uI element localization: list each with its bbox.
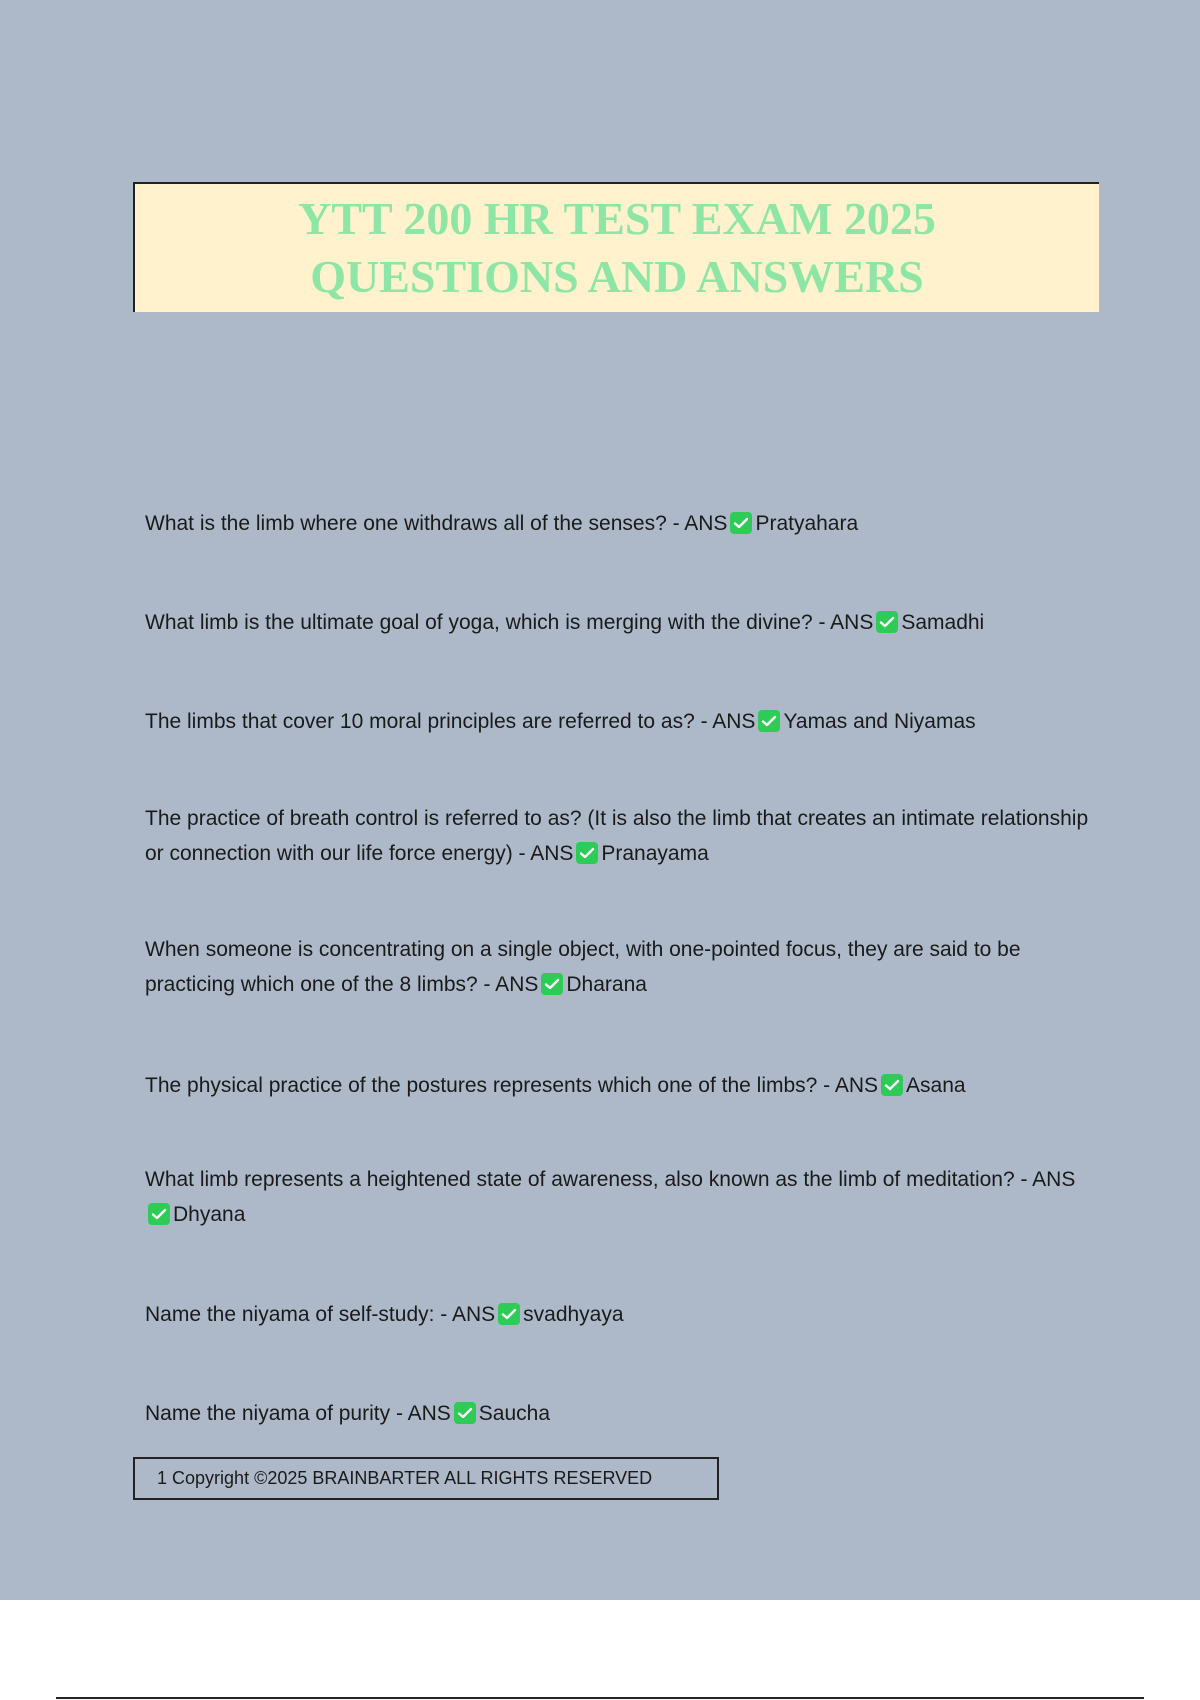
- question-text: The limbs that cover 10 moral principles are referred to as? - ANS: [145, 710, 756, 733]
- question-text: Name the niyama of self-study: - ANS: [145, 1303, 496, 1326]
- qa-item-1: [145, 506, 1095, 541]
- answer-text: svadhyaya: [523, 1303, 624, 1326]
- qa-item-2: [145, 605, 1095, 640]
- title-banner: [133, 182, 1099, 312]
- answer-text: Pranayama: [601, 842, 709, 865]
- title-line-1: YTT 200 HR TEST EXAM 2025: [298, 193, 936, 244]
- check-mark-icon: [576, 842, 598, 864]
- copyright-text: Copyright ©2025 BRAINBARTER ALL RIGHTS RESERVED: [172, 1468, 653, 1488]
- answer-text: Dhyana: [173, 1203, 246, 1226]
- check-mark-icon: [730, 512, 752, 534]
- page-divider: [56, 1697, 1144, 1699]
- qa-item-4: [145, 801, 1095, 871]
- question-text: The practice of breath control is referred to as? (It is also the limb that creates an intimate relationship or connection with our life force energy) - ANS: [145, 807, 1089, 865]
- title-line-2: QUESTIONS AND ANSWERS: [310, 251, 924, 302]
- qa-item-6: [145, 1068, 1095, 1103]
- check-mark-icon: [881, 1074, 903, 1096]
- check-mark-icon: [148, 1203, 170, 1225]
- qa-item-7: [145, 1162, 1095, 1232]
- answer-text: Dharana: [566, 973, 647, 996]
- question-text: When someone is concentrating on a single object, with one-pointed focus, they are said to be practicing which one of the 8 limbs? - ANS: [145, 938, 1021, 996]
- check-mark-icon: [454, 1402, 476, 1424]
- qa-item-9: [145, 1396, 1095, 1431]
- question-text: The physical practice of the postures represents which one of the limbs? - ANS: [145, 1074, 879, 1097]
- question-text: Name the niyama of purity - ANS: [145, 1402, 451, 1425]
- answer-text: Asana: [906, 1074, 966, 1097]
- answer-text: Pratyahara: [755, 512, 859, 535]
- check-mark-icon: [541, 973, 563, 995]
- qa-item-5: [145, 932, 1095, 1002]
- question-text: What limb represents a heightened state of awareness, also known as the limb of meditation? - ANS: [145, 1168, 1076, 1191]
- check-mark-icon: [758, 710, 780, 732]
- question-text: What is the limb where one withdraws all of the senses? - ANS: [145, 512, 728, 535]
- answer-text: Saucha: [478, 1402, 551, 1425]
- qa-item-8: [145, 1297, 1095, 1332]
- page-number: 1: [157, 1468, 168, 1488]
- qa-item-3: [145, 704, 1095, 739]
- question-text: What limb is the ultimate goal of yoga, which is merging with the divine? - ANS: [145, 611, 874, 634]
- answer-text: Samadhi: [901, 611, 985, 634]
- answer-text: Yamas and Niyamas: [783, 710, 976, 733]
- check-mark-icon: [876, 611, 898, 633]
- check-mark-icon: [498, 1303, 520, 1325]
- copyright-footer: [133, 1457, 719, 1500]
